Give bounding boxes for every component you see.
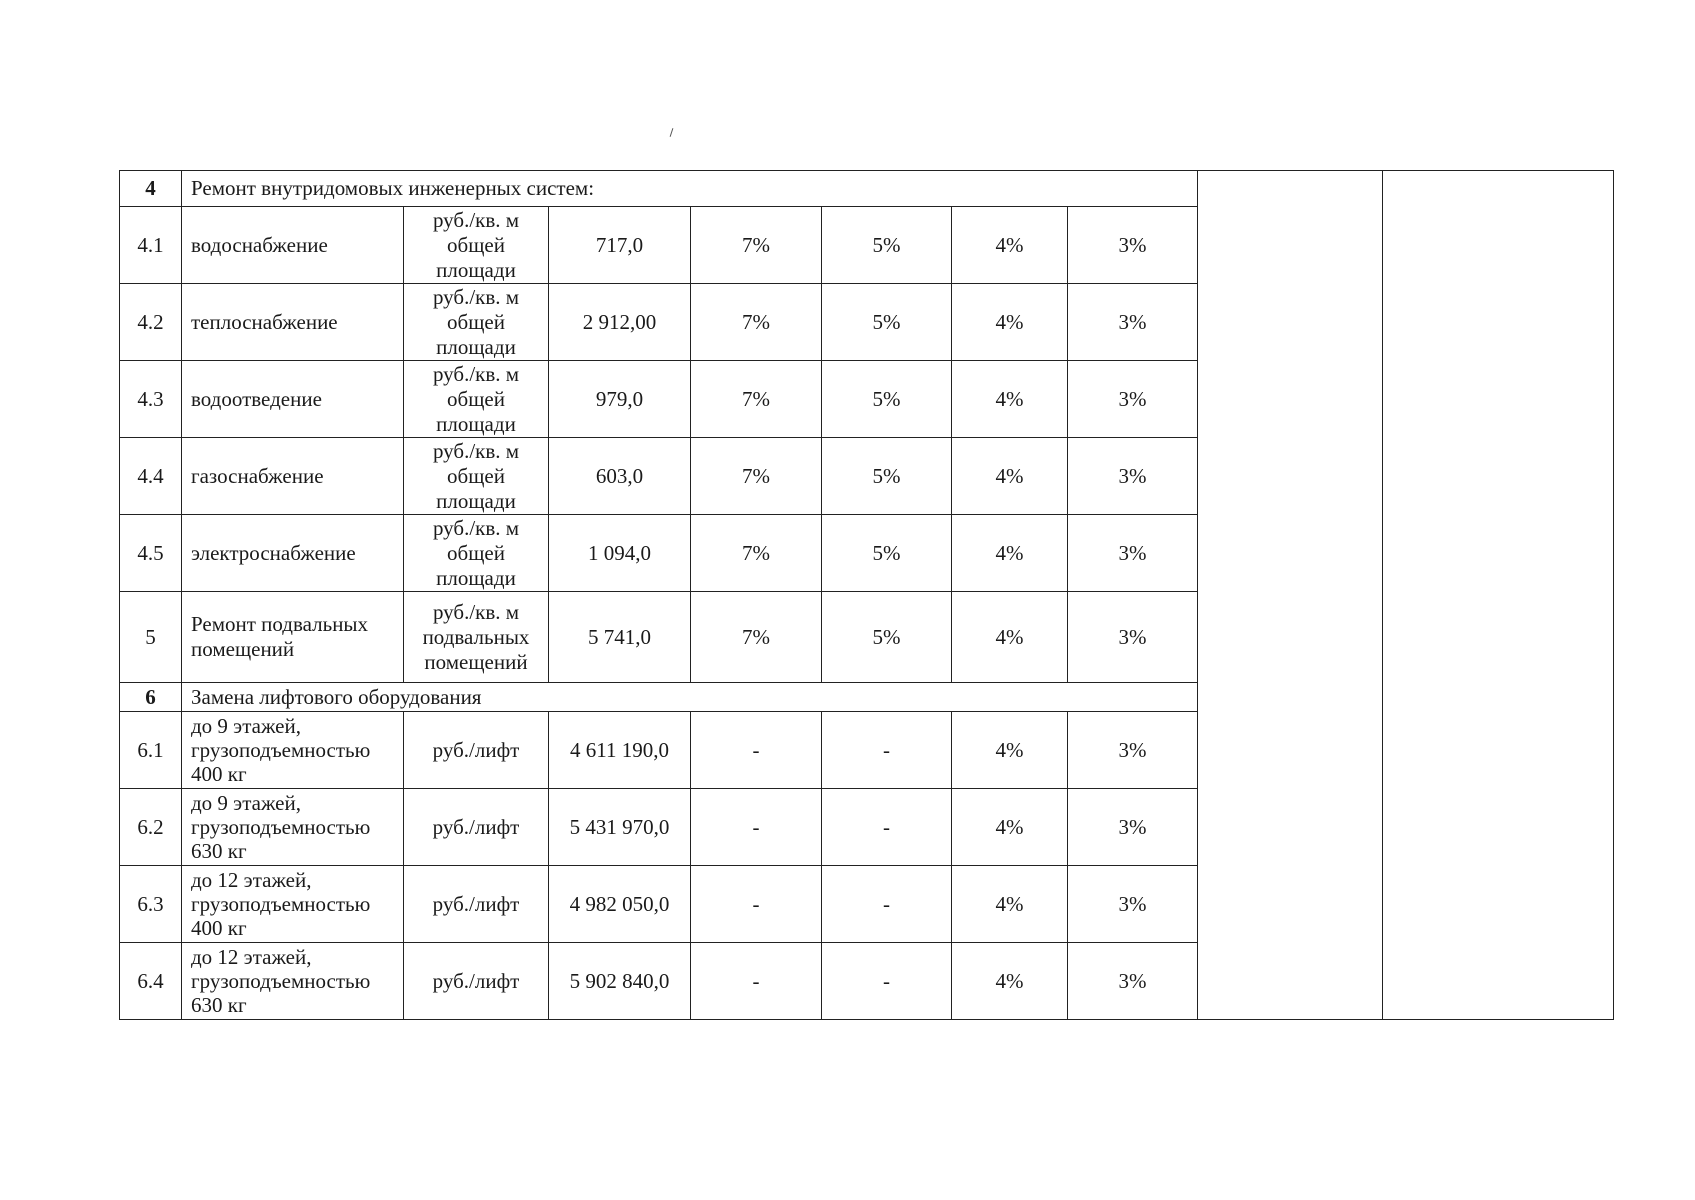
row-name — [182, 789, 404, 866]
row-cost: 1 094,0 — [549, 515, 691, 592]
row-percent-3: 4% — [952, 943, 1068, 1020]
row-name-line: электроснабжение — [191, 540, 356, 565]
unit-line: общей — [447, 309, 505, 334]
row-percent-4: 3% — [1068, 438, 1198, 515]
row-name-line: до 9 этажей, — [191, 714, 301, 738]
row-percent-2: - — [822, 712, 952, 789]
row-percent-4: 3% — [1068, 207, 1198, 284]
row-name — [182, 438, 404, 515]
row-percent-1: - — [691, 712, 822, 789]
row-unit — [404, 943, 549, 1020]
row-name-line: до 12 этажей, — [191, 868, 312, 892]
section-title: Замена лифтового оборудования — [182, 683, 1198, 712]
row-cost: 979,0 — [549, 361, 691, 438]
row-percent-3: 4% — [952, 789, 1068, 866]
row-cost: 2 912,00 — [549, 284, 691, 361]
row-percent-1: - — [691, 789, 822, 866]
row-name-line: до 9 этажей, — [191, 791, 301, 815]
row-unit — [404, 207, 549, 284]
row-name-line: помещений — [191, 637, 295, 661]
row-percent-2: 5% — [822, 361, 952, 438]
row-name-line: 400 кг — [191, 762, 247, 786]
unit-line: площади — [436, 565, 516, 590]
row-name — [182, 284, 404, 361]
row-unit — [404, 438, 549, 515]
row-percent-4: 3% — [1068, 866, 1198, 943]
row-name-line: газоснабжение — [191, 463, 324, 488]
table-body — [120, 171, 1614, 1020]
row-name-line: 630 кг — [191, 993, 247, 1017]
row-percent-2: 5% — [822, 284, 952, 361]
unit-line: руб./кв. м — [432, 361, 520, 386]
row-cost: 5 741,0 — [549, 592, 691, 683]
unit-line: руб./кв. м — [432, 515, 520, 540]
row-percent-3: 4% — [952, 438, 1068, 515]
row-percent-3: 4% — [952, 866, 1068, 943]
row-name — [182, 943, 404, 1020]
row-unit — [404, 361, 549, 438]
row-number: 4.2 — [120, 284, 182, 361]
row-name — [182, 361, 404, 438]
row-percent-2: - — [822, 866, 952, 943]
row-cost: 4 982 050,0 — [549, 866, 691, 943]
row-percent-4: 3% — [1068, 789, 1198, 866]
row-percent-4: 3% — [1068, 515, 1198, 592]
row-name — [182, 515, 404, 592]
row-percent-4: 3% — [1068, 943, 1198, 1020]
row-unit — [404, 284, 549, 361]
unit-line: площади — [436, 488, 516, 513]
unit-line: общей — [447, 386, 505, 411]
row-percent-2: 5% — [822, 592, 952, 683]
rates-table — [119, 170, 1614, 1020]
row-name — [182, 866, 404, 943]
row-number: 6.1 — [120, 712, 182, 789]
unit-line: площади — [436, 411, 516, 436]
row-unit — [404, 592, 549, 683]
unit-line: помещений — [424, 649, 528, 674]
row-number: 5 — [120, 592, 182, 683]
row-name-line: Ремонт подвальных — [191, 612, 369, 636]
row-percent-1: 7% — [691, 515, 822, 592]
row-name — [182, 207, 404, 284]
row-percent-3: 4% — [952, 361, 1068, 438]
row-name-line: водоснабжение — [191, 232, 328, 257]
row-number: 4.1 — [120, 207, 182, 284]
row-percent-3: 4% — [952, 712, 1068, 789]
row-percent-1: - — [691, 866, 822, 943]
row-percent-3: 4% — [952, 592, 1068, 683]
empty-column-1 — [1198, 171, 1383, 1020]
row-percent-2: - — [822, 789, 952, 866]
row-name-line: грузоподъемностью — [191, 815, 371, 839]
row-unit — [404, 866, 549, 943]
row-unit — [404, 789, 549, 866]
section-number: 6 — [120, 683, 182, 712]
row-name-line: грузоподъемностью — [191, 892, 371, 916]
row-name — [182, 712, 404, 789]
row-percent-2: 5% — [822, 438, 952, 515]
row-unit — [404, 712, 549, 789]
row-percent-2: - — [822, 943, 952, 1020]
row-cost: 5 902 840,0 — [549, 943, 691, 1020]
unit-line: площади — [436, 334, 516, 359]
row-percent-1: - — [691, 943, 822, 1020]
unit-line: общей — [447, 463, 505, 488]
row-number: 6.3 — [120, 866, 182, 943]
row-cost: 717,0 — [549, 207, 691, 284]
unit-line: руб./лифт — [432, 814, 520, 839]
section-row-4 — [120, 171, 1614, 207]
unit-line: руб./лифт — [432, 891, 520, 916]
row-percent-3: 4% — [952, 284, 1068, 361]
row-name-line: 630 кг — [191, 839, 247, 863]
row-cost: 603,0 — [549, 438, 691, 515]
unit-line: площади — [436, 257, 516, 282]
row-percent-3: 4% — [952, 207, 1068, 284]
row-name-line: до 12 этажей, — [191, 945, 312, 969]
row-percent-3: 4% — [952, 515, 1068, 592]
row-number: 6.4 — [120, 943, 182, 1020]
unit-line: руб./кв. м — [432, 438, 520, 463]
row-percent-1: 7% — [691, 284, 822, 361]
row-percent-1: 7% — [691, 438, 822, 515]
row-percent-2: 5% — [822, 515, 952, 592]
row-number: 4.4 — [120, 438, 182, 515]
empty-column-2 — [1383, 171, 1614, 1020]
row-number: 4.5 — [120, 515, 182, 592]
row-percent-4: 3% — [1068, 284, 1198, 361]
row-unit — [404, 515, 549, 592]
row-percent-4: 3% — [1068, 712, 1198, 789]
row-number: 4.3 — [120, 361, 182, 438]
unit-line: общей — [447, 540, 505, 565]
row-name-line: грузоподъемностью — [191, 969, 371, 993]
scan-mark — [670, 128, 674, 137]
row-percent-1: 7% — [691, 207, 822, 284]
unit-line: руб./кв. м — [432, 207, 520, 232]
row-name-line: теплоснабжение — [191, 309, 338, 334]
row-percent-2: 5% — [822, 207, 952, 284]
unit-line: общей — [447, 232, 505, 257]
row-name — [182, 592, 404, 683]
section-number: 4 — [120, 171, 182, 207]
unit-line: руб./кв. м — [432, 599, 520, 624]
unit-line: руб./лифт — [432, 737, 520, 762]
row-name-line: водоотведение — [191, 386, 322, 411]
row-percent-4: 3% — [1068, 361, 1198, 438]
row-cost: 4 611 190,0 — [549, 712, 691, 789]
row-percent-1: 7% — [691, 592, 822, 683]
unit-line: подвальных — [422, 624, 530, 649]
section-title: Ремонт внутридомовых инженерных систем: — [182, 171, 1198, 207]
row-percent-1: 7% — [691, 361, 822, 438]
row-name-line: грузоподъемностью — [191, 738, 371, 762]
row-number: 6.2 — [120, 789, 182, 866]
unit-line: руб./лифт — [432, 968, 520, 993]
unit-line: руб./кв. м — [432, 284, 520, 309]
row-percent-4: 3% — [1068, 592, 1198, 683]
row-name-line: 400 кг — [191, 916, 247, 940]
row-cost: 5 431 970,0 — [549, 789, 691, 866]
